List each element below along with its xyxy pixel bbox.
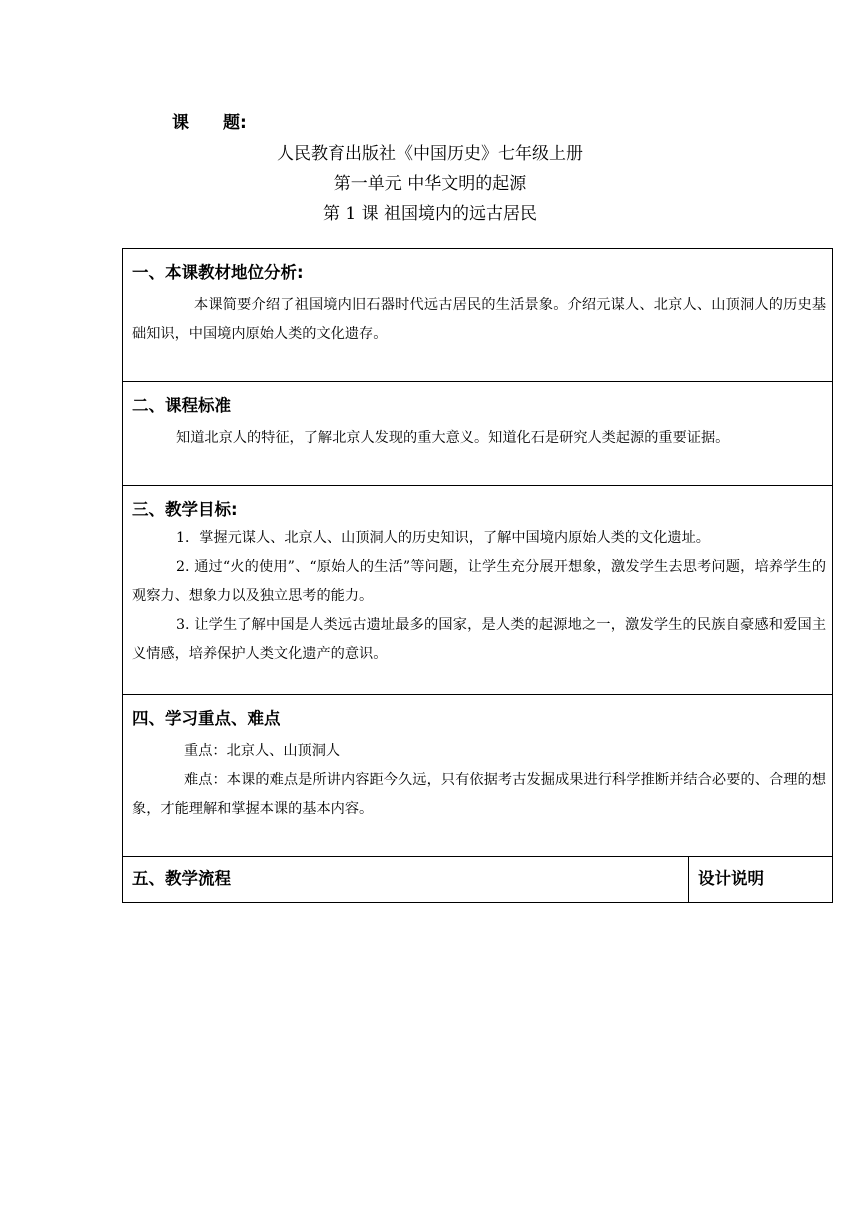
lesson-line: 第 1 课 祖国境内的远古居民: [322, 204, 538, 224]
section-teaching-objectives: [123, 486, 833, 695]
section-paragraph: 本课简要介绍了祖国境内旧石器时代远古居民的生活景象。介绍元谋人、北京人、山顶洞人的历史基础知识，中国境内原始人类的文化遗存。: [132, 297, 827, 342]
unit-line: 第一单元 中华文明的起源: [333, 174, 527, 194]
title-label-suffix: 题:: [223, 113, 247, 133]
section-paragraph: 3. 让学生了解中国是人类远古遗址最多的国家，是人类的起源地之一，激发学生的民族自豪感和爱国主义情感，培养保护人类文化遗产的意识。: [132, 617, 827, 662]
section-paragraph: 知道北京人的特征，了解北京人发现的重大意义。知道化石是研究人类起源的重要证据。: [176, 430, 730, 446]
section-paragraph: 重点：北京人、山顶洞人: [184, 743, 341, 759]
column-title: 设计说明: [698, 869, 764, 888]
section-textbook-analysis: [123, 249, 833, 382]
section-title: 四、学习重点、难点: [132, 709, 281, 728]
section-title: 五、教学流程: [132, 869, 231, 888]
section-paragraph: 难点：本课的难点是所讲内容距今久远，只有依据考古发掘成果进行科学推断并结合必要的、合理的想象，才能理解和掌握本课的基本内容。: [132, 772, 827, 817]
section-title: 三、教学目标:: [132, 500, 238, 519]
title-label-char: 课: [172, 113, 189, 133]
teaching-flow-cell: [123, 857, 689, 903]
table-row: [123, 382, 833, 486]
design-notes-cell: [689, 857, 833, 903]
section-curriculum-standard: [123, 382, 833, 486]
table-row: [123, 486, 833, 695]
section-paragraph: 1．掌握元谋人、北京人、山顶洞人的历史知识，了解中国境内原始人类的文化遗址。: [176, 530, 710, 546]
publisher-line: 人民教育出版社《中国历史》七年级上册: [277, 144, 583, 164]
section-key-points: [123, 695, 833, 857]
lesson-plan-table: [122, 248, 833, 903]
table-row: [123, 857, 833, 903]
table-row: [123, 695, 833, 857]
table-row: [123, 249, 833, 382]
section-title: 二、课程标准: [132, 396, 231, 415]
lesson-title-label: [172, 108, 247, 133]
section-paragraph: 2. 通过“火的使用”、“原始人的生活”等问题，让学生充分展开想象，激发学生去思考问题，培养学生的观察力、想象力以及独立思考的能力。: [132, 559, 827, 604]
section-title: 一、本课教材地位分析:: [132, 263, 304, 282]
